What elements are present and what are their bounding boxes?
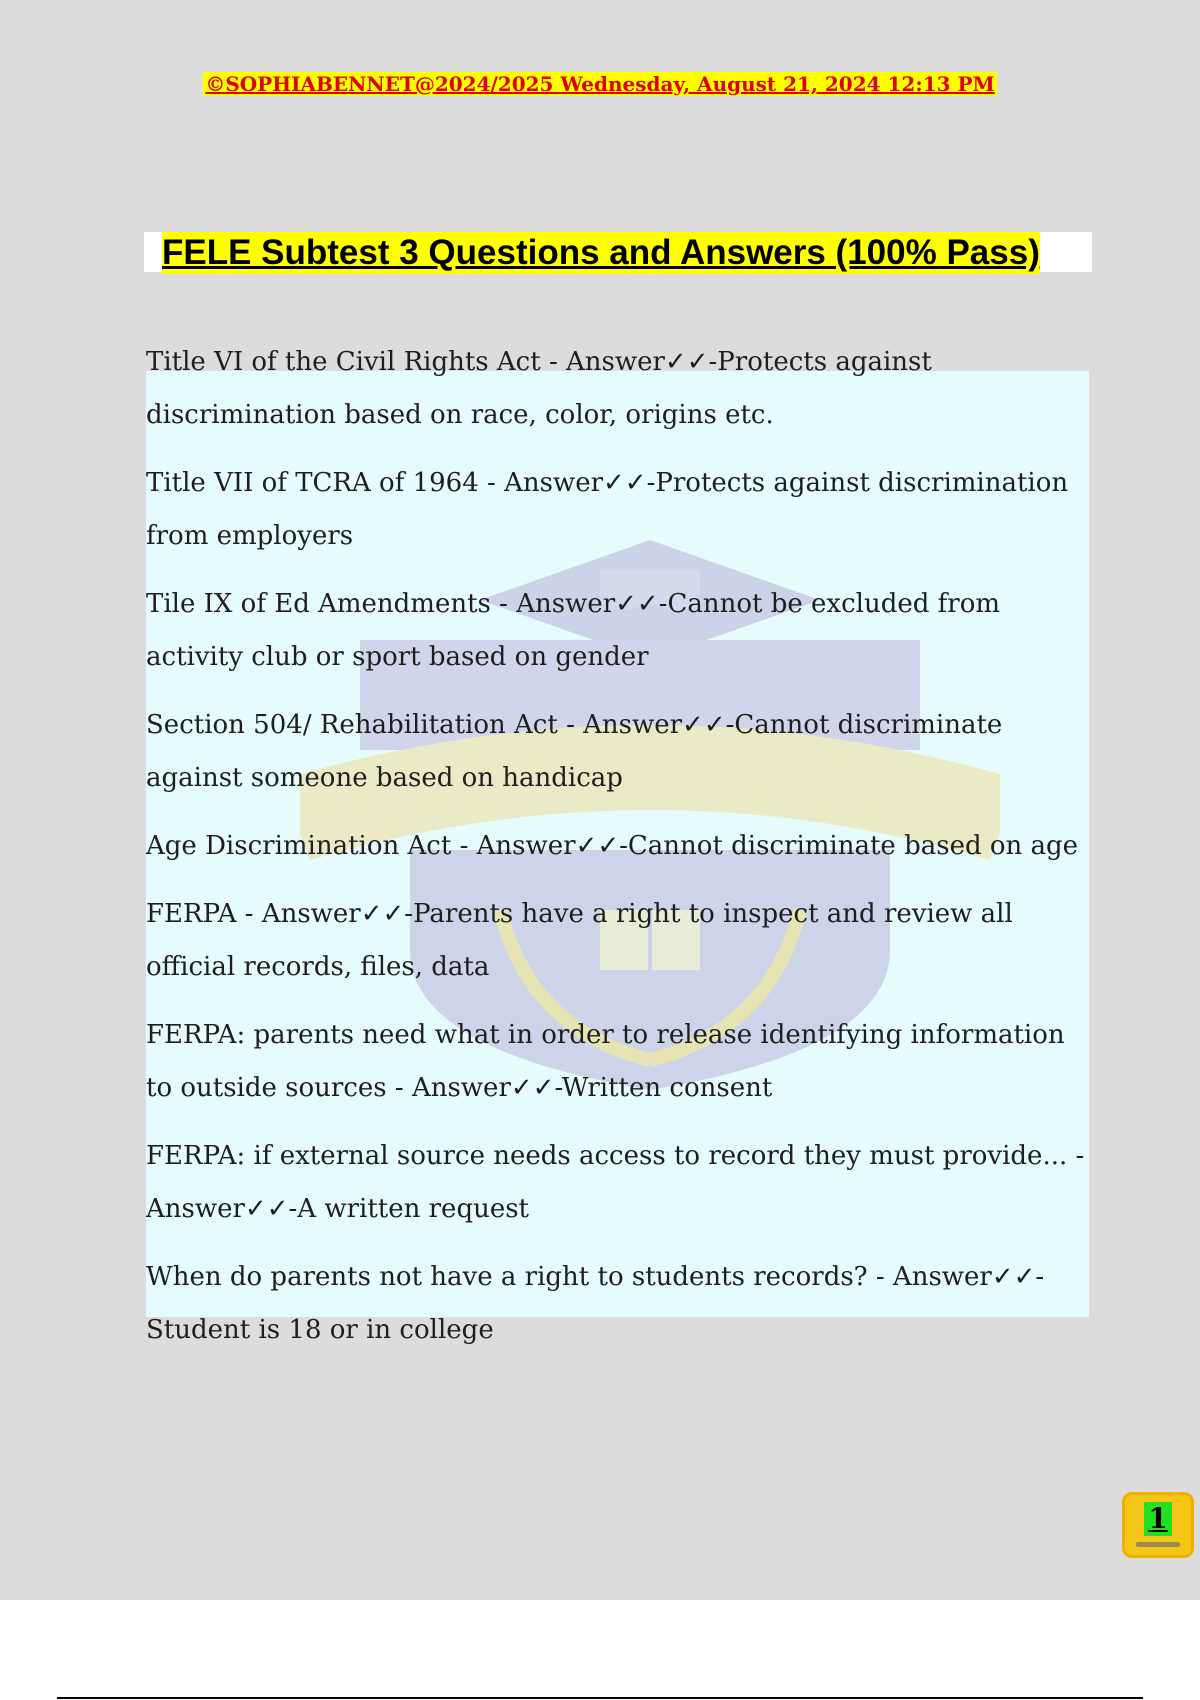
list-item: FERPA - Answer✓✓-Parents have a right to inspect and review all official records, files, data xyxy=(146,899,1013,982)
list-item: When do parents not have a right to students records? - Answer✓✓-Student is 18 or in college xyxy=(146,1262,1045,1345)
list-item: Tile IX of Ed Amendments - Answer✓✓-Cannot be excluded from activity club or sport based on gender xyxy=(146,589,1001,672)
list-item: Title VII of TCRA of 1964 - Answer✓✓-Protects against discrimination from employers xyxy=(146,468,1069,551)
list-item: Title VI of the Civil Rights Act - Answer✓✓-Protects against discrimination based on race, color, origins etc. xyxy=(146,347,932,430)
list-item: FERPA: parents need what in order to release identifying information to outside sources - Answer✓✓-Written consent xyxy=(146,1020,1065,1103)
list-item: FERPA: if external source needs access to record they must provide... - Answer✓✓-A written request xyxy=(146,1141,1085,1224)
page-badge-underline xyxy=(1136,1542,1180,1547)
footer-divider xyxy=(57,1697,1143,1699)
page-number-badge xyxy=(1122,1492,1194,1558)
document-title: FELE Subtest 3 Questions and Answers (100% Pass) xyxy=(162,233,1040,272)
page-number: 1 xyxy=(1144,1502,1172,1536)
copyright-header xyxy=(0,72,1200,96)
qa-list xyxy=(146,336,1096,1372)
copyright-text: ©SOPHIABENNET@2024/2025 Wednesday, August 21, 2024 12:13 PM xyxy=(205,72,995,96)
list-item: Section 504/ Rehabilitation Act - Answer✓✓-Cannot discriminate against someone based on handicap xyxy=(146,710,1003,793)
list-item: Age Discrimination Act - Answer✓✓-Cannot discriminate based on age xyxy=(146,831,1079,861)
